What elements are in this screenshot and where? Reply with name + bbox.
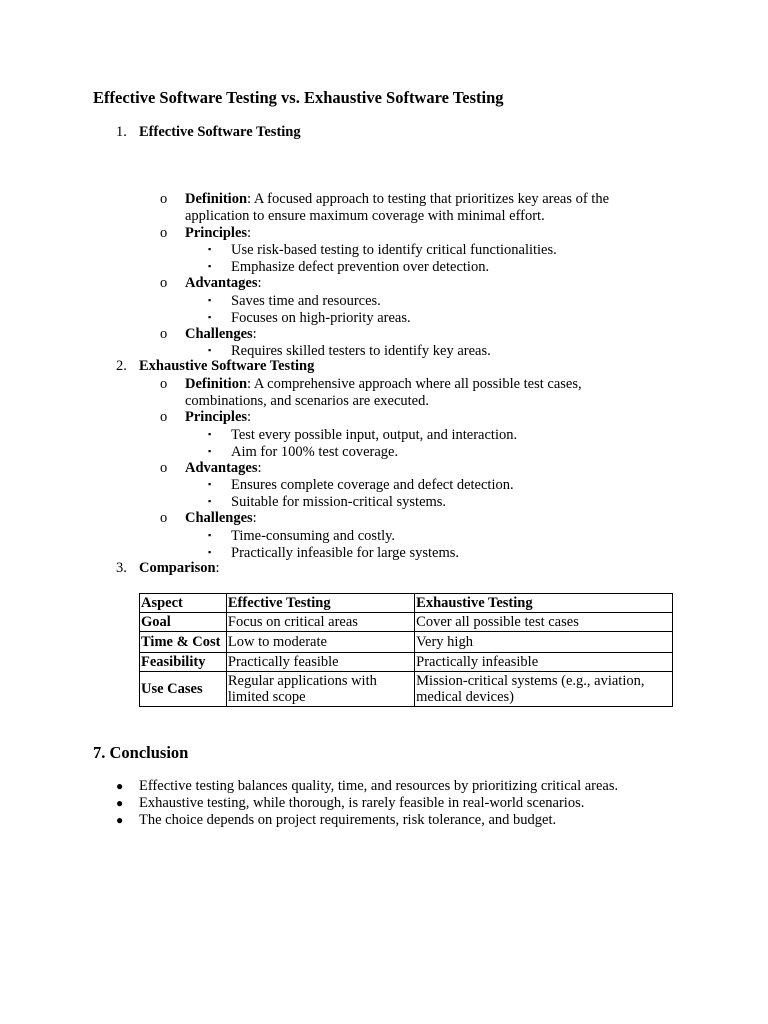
advantages-term: Advantages (185, 460, 258, 476)
list-item-text: Emphasize defect prevention over detection. (231, 259, 490, 275)
list-item-text: Time-consuming and costly. (231, 528, 396, 544)
table-cell: Regular applications with limited scope (226, 672, 414, 707)
section-heading-text: Exhaustive Software Testing (139, 358, 315, 374)
section-heading-exhaustive (116, 358, 314, 375)
table-header-cell: Exhaustive Testing (415, 594, 673, 613)
list-item-text: Suitable for mission-critical systems. (231, 494, 447, 510)
list-item (208, 309, 411, 327)
list-item (116, 812, 556, 829)
list-item (208, 476, 514, 494)
colon: : (257, 460, 262, 476)
table-cell: Low to moderate (226, 632, 414, 653)
definition-item (160, 376, 660, 410)
section-number: 2. (116, 358, 127, 374)
challenges-term: Challenges (185, 326, 253, 342)
sub-marker: o (160, 460, 168, 476)
square-bullet-icon: ▪ (208, 446, 212, 456)
table-cell: Focus on critical areas (226, 613, 414, 632)
list-item (208, 527, 395, 545)
round-bullet-icon: ● (116, 796, 124, 810)
definition-term: Definition (185, 376, 248, 392)
table-cell: Practically infeasible (415, 653, 673, 672)
list-item (208, 443, 398, 461)
round-bullet-icon: ● (116, 813, 124, 827)
list-item (208, 426, 517, 444)
colon: : (215, 560, 220, 576)
advantages-item (160, 460, 660, 477)
square-bullet-icon: ▪ (208, 530, 212, 540)
table-header-row (140, 594, 673, 613)
list-item (116, 778, 618, 795)
section-number: 1. (116, 124, 127, 140)
advantages-item (160, 275, 660, 292)
table-cell: Time & Cost (140, 632, 227, 653)
list-item-text: Effective testing balances quality, time, and resources by prioritizing critical areas. (139, 778, 619, 794)
square-bullet-icon: ▪ (208, 547, 212, 557)
definition-term: Definition (185, 191, 248, 207)
list-item (208, 258, 489, 276)
table-cell: Very high (415, 632, 673, 653)
colon: : (257, 275, 262, 291)
square-bullet-icon: ▪ (208, 244, 212, 254)
list-item-text: Saves time and resources. (231, 293, 381, 309)
colon: : (252, 510, 257, 526)
table-cell: Cover all possible test cases (415, 613, 673, 632)
table-header-cell: Aspect (140, 594, 227, 613)
section-heading-text: Effective Software Testing (139, 124, 301, 140)
table-cell: Goal (140, 613, 227, 632)
list-item (208, 292, 381, 310)
list-item-text: Aim for 100% test coverage. (231, 444, 399, 460)
colon: : (252, 326, 257, 342)
list-item-text: The choice depends on project requirements, risk tolerance, and budget. (139, 812, 557, 828)
list-item-text: Ensures complete coverage and defect detection. (231, 477, 514, 493)
list-item-text: Requires skilled testers to identify key areas. (231, 343, 491, 359)
sub-marker: o (160, 326, 168, 342)
page-title: Effective Software Testing vs. Exhaustive Software Testing (93, 88, 504, 107)
list-item-text: Test every possible input, output, and interaction. (231, 427, 518, 443)
table-row (140, 672, 673, 707)
comparison-table (139, 593, 673, 707)
square-bullet-icon: ▪ (208, 429, 212, 439)
square-bullet-icon: ▪ (208, 496, 212, 506)
principles-term: Principles (185, 225, 248, 241)
round-bullet-icon: ● (116, 779, 124, 793)
definition-text: : A focused approach to testing that prioritizes key areas of the application to ensure maximum coverage with minimal effort. (185, 191, 610, 224)
colon: : (247, 409, 252, 425)
table-cell: Practically feasible (226, 653, 414, 672)
challenges-item (160, 326, 660, 343)
sub-marker: o (160, 191, 168, 207)
section-heading-text: Comparison (139, 560, 216, 576)
sub-marker: o (160, 275, 168, 291)
square-bullet-icon: ▪ (208, 261, 212, 271)
table-row (140, 613, 673, 632)
sub-marker: o (160, 409, 168, 425)
table-row (140, 632, 673, 653)
list-item-text: Exhaustive testing, while thorough, is rarely feasible in real-world scenarios. (139, 795, 585, 811)
table-cell: Mission-critical systems (e.g., aviation, medical devices) (415, 672, 673, 707)
conclusion-heading: 7. Conclusion (93, 743, 189, 762)
list-item-text: Use risk-based testing to identify critical functionalities. (231, 242, 557, 258)
list-item-text: Practically infeasible for large systems. (231, 545, 460, 561)
challenges-item (160, 510, 660, 527)
sub-marker: o (160, 376, 168, 392)
advantages-term: Advantages (185, 275, 258, 291)
table-header-cell: Effective Testing (226, 594, 414, 613)
list-item (208, 241, 557, 259)
list-item (208, 493, 446, 511)
definition-item (160, 191, 660, 225)
section-heading-comparison (116, 560, 220, 577)
principles-item (160, 409, 660, 426)
square-bullet-icon: ▪ (208, 345, 212, 355)
challenges-term: Challenges (185, 510, 253, 526)
section-number: 3. (116, 560, 127, 576)
table-cell: Use Cases (140, 672, 227, 707)
definition-text: : A comprehensive approach where all possible test cases, combinations, and scenarios are executed. (185, 376, 582, 409)
section-heading-effective (116, 124, 301, 141)
list-item (208, 544, 459, 562)
square-bullet-icon: ▪ (208, 479, 212, 489)
table-row (140, 653, 673, 672)
square-bullet-icon: ▪ (208, 295, 212, 305)
list-item-text: Focuses on high-priority areas. (231, 310, 411, 326)
sub-marker: o (160, 225, 168, 241)
principles-term: Principles (185, 409, 248, 425)
square-bullet-icon: ▪ (208, 312, 212, 322)
table-cell: Feasibility (140, 653, 227, 672)
list-item (116, 795, 584, 812)
colon: : (247, 225, 252, 241)
sub-marker: o (160, 510, 168, 526)
principles-item (160, 225, 660, 242)
